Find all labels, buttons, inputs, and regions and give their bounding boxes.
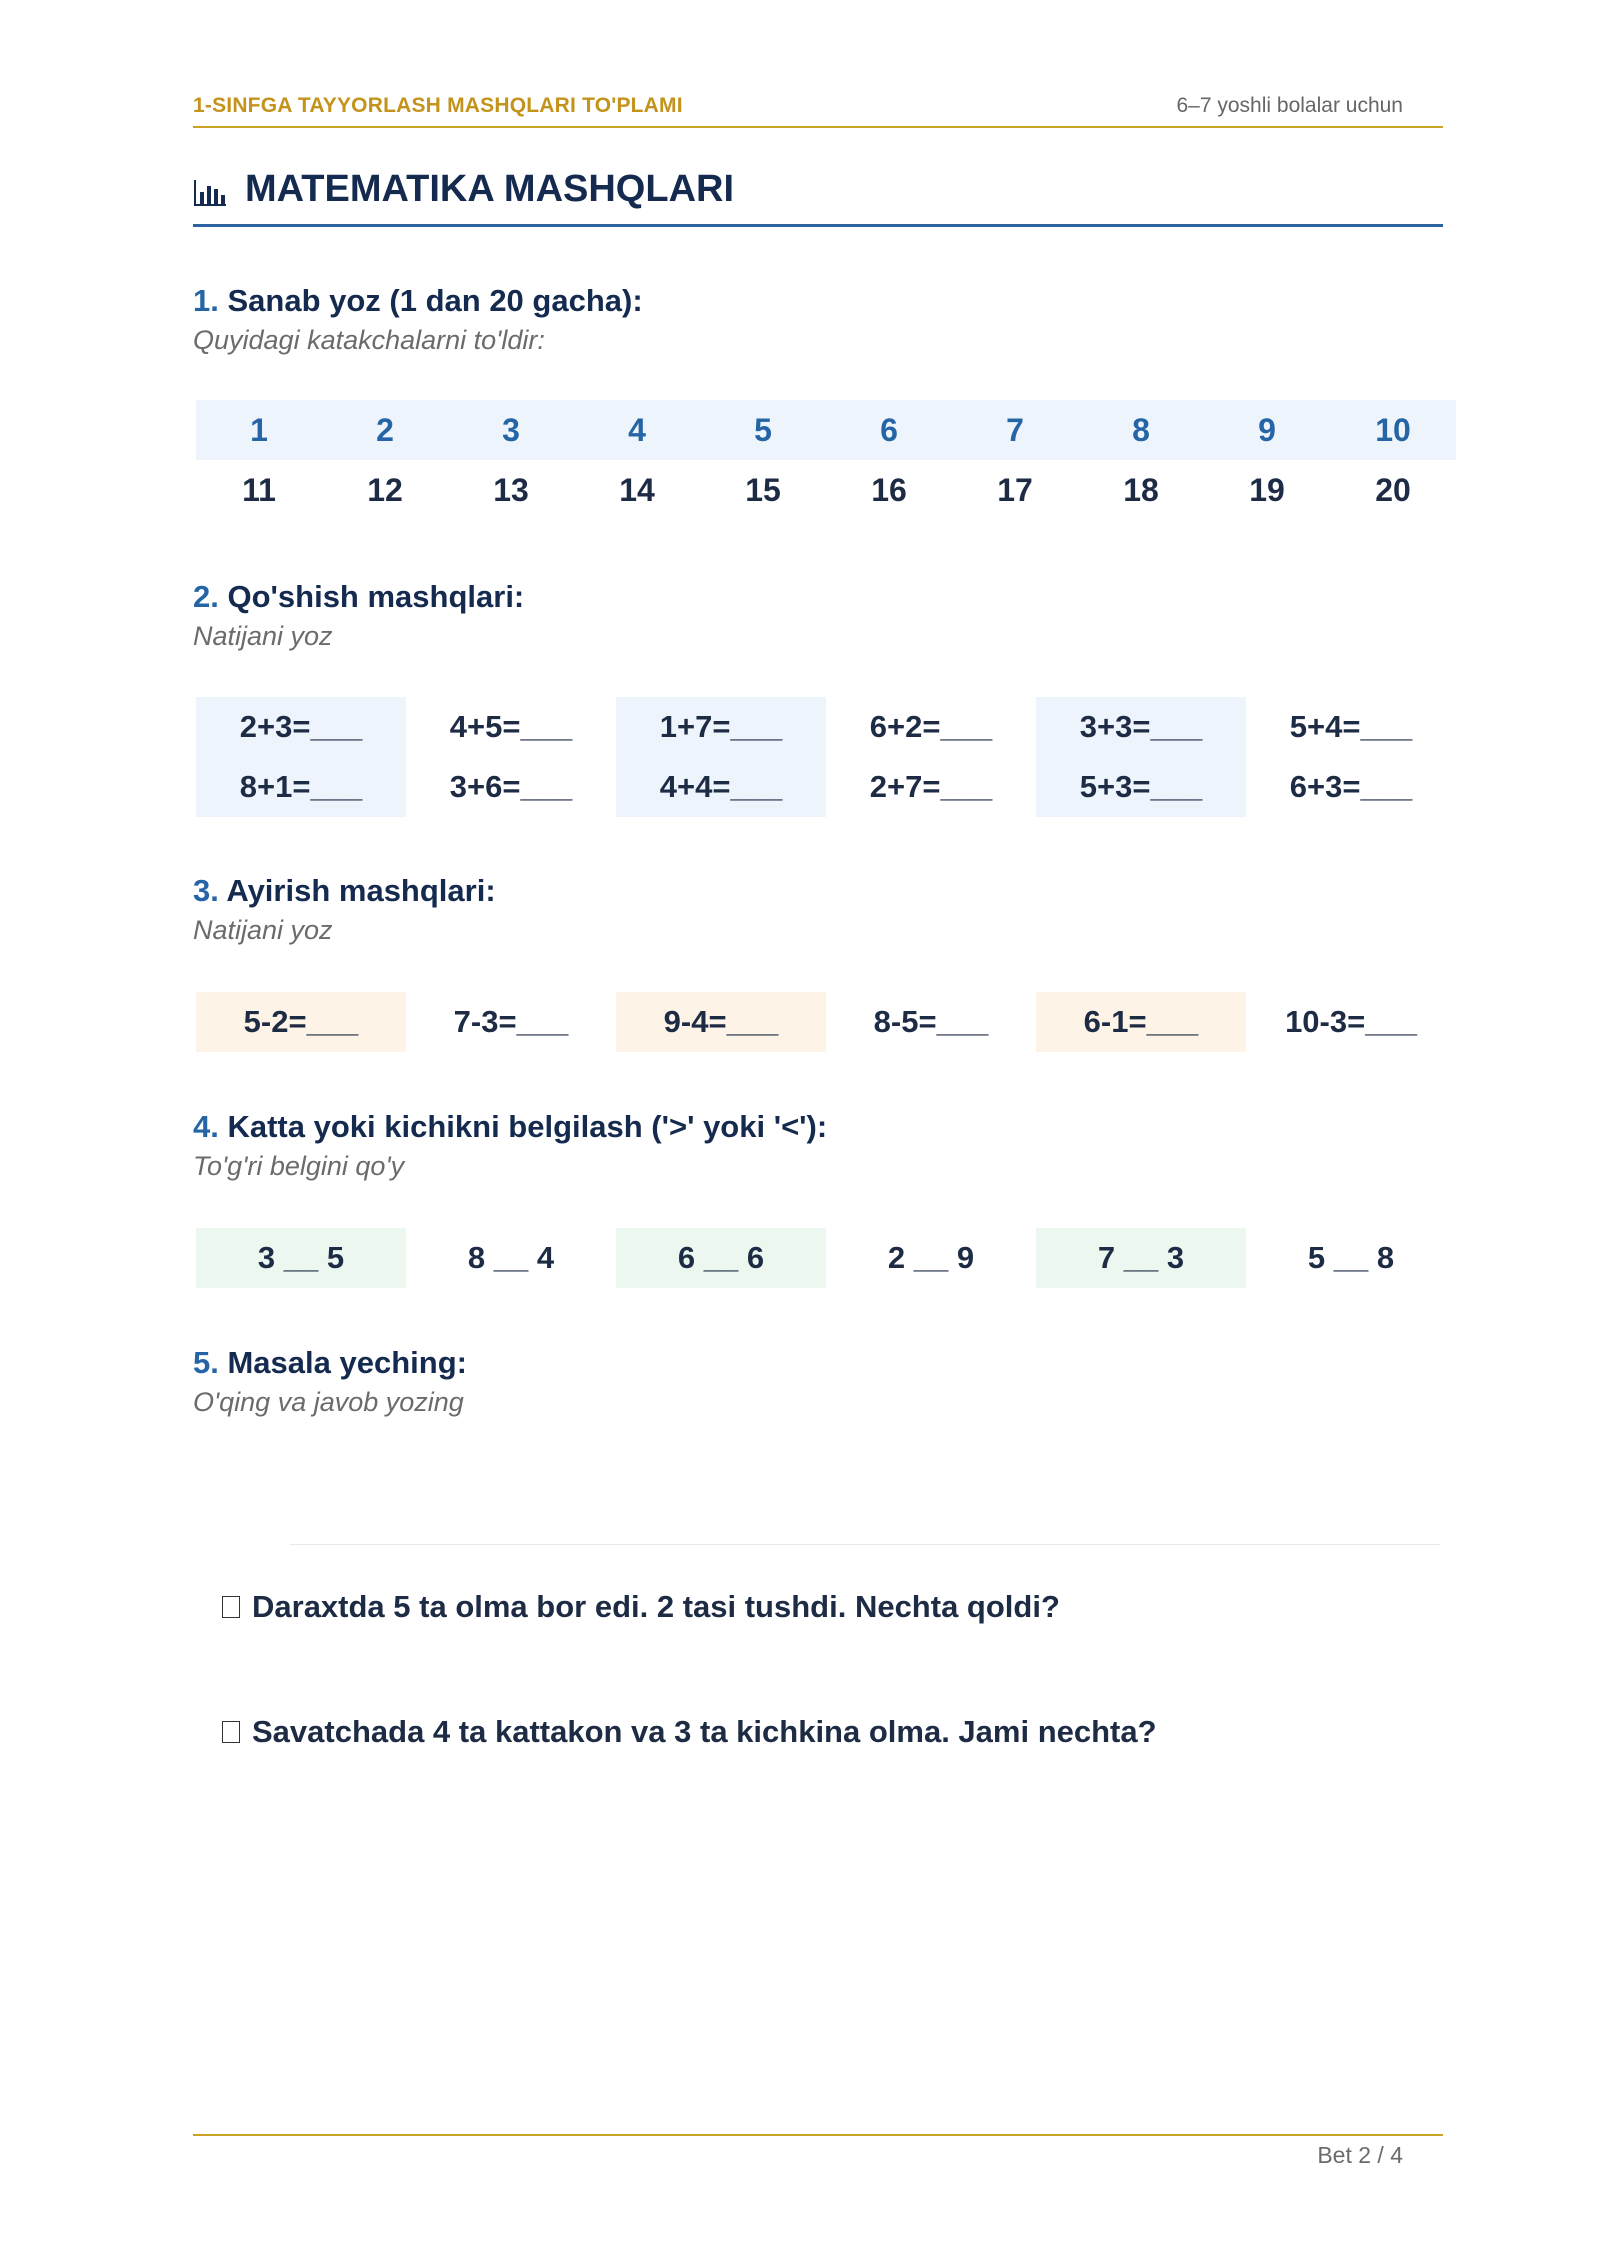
section-title: 5. Masala yeching: [193,1345,467,1380]
comparison-exercise: 2 __ 9 [887,1240,975,1275]
word-problem: Savatchada 4 ta kattakon va 3 ta kichkina olma. Jami nechta? [222,1714,1157,1750]
page-number: Bet 2 / 4 [1317,2142,1403,2168]
subtraction-exercise: 9-4=___ [663,1004,779,1039]
addition-exercise: 5+3=___ [1079,769,1203,804]
count-cell: 2 [376,412,394,448]
count-cell: 14 [619,472,655,508]
count-cell: 15 [745,472,781,508]
subtraction-column [1246,992,1456,1052]
addition-column [406,697,616,817]
subtraction-exercise: 6-1=___ [1083,1004,1199,1039]
addition-exercise: 4+4=___ [659,769,783,804]
count-cell: 17 [997,472,1033,508]
section-subtitle: Natijani yoz [193,621,333,651]
addition-exercise: 5+4=___ [1289,709,1413,744]
bar-chart-icon [193,178,227,208]
addition-grid [196,697,1456,817]
subtraction-column [196,992,406,1052]
count-cell: 9 [1258,412,1276,448]
addition-exercise: 6+3=___ [1289,769,1413,804]
addition-exercise: 2+3=___ [239,709,363,744]
count-cell: 20 [1375,472,1411,508]
count-cell: 11 [242,472,276,508]
comparison-grid [196,1228,1456,1288]
counting-row [196,460,1456,520]
count-cell: 6 [880,412,898,448]
comparison-exercise: 5 __ 8 [1307,1240,1395,1275]
count-cell: 8 [1132,412,1150,448]
section-subtitle: Natijani yoz [193,915,333,945]
count-cell: 3 [502,412,520,448]
word-problem: Daraxtda 5 ta olma bor edi. 2 tasi tushdi. Nechta qoldi? [222,1589,1060,1625]
addition-column [196,697,406,817]
comparison-column [1036,1228,1246,1288]
addition-column [1246,697,1456,817]
subtraction-column [826,992,1036,1052]
count-cell: 4 [628,412,646,448]
section-subtitle: Quyidagi katakchalarni to'ldir: [193,325,545,355]
count-cell: 12 [367,472,403,508]
addition-column [826,697,1036,817]
comparison-column [826,1228,1036,1288]
subtraction-exercise: 10-3=___ [1285,1004,1417,1039]
section-subtitle: O'qing va javob yozing [193,1387,464,1417]
section-comparison [193,1107,1453,1185]
section-word-problems [193,1343,1453,1421]
comparison-exercise: 6 __ 6 [677,1240,765,1275]
subtraction-grid [196,992,1456,1052]
count-cell: 10 [1375,412,1411,448]
count-cell: 19 [1249,472,1285,508]
comparison-column [616,1228,826,1288]
section-title: 1. Sanab yoz (1 dan 20 gacha): [193,283,643,318]
comparison-column [1246,1228,1456,1288]
addition-exercise: 3+6=___ [449,769,573,804]
count-cell: 5 [754,412,772,448]
subtraction-exercise: 5-2=___ [243,1004,359,1039]
page-title [193,168,1443,227]
subtraction-exercise: 7-3=___ [453,1004,569,1039]
subtraction-column [616,992,826,1052]
counting-row [196,400,1456,460]
count-cell: 16 [871,472,907,508]
checkbox-icon [222,1721,240,1743]
addition-column [1036,697,1246,817]
section-counting [193,281,1453,359]
comparison-column [196,1228,406,1288]
counting-grid [196,400,1456,520]
section-subtraction [193,871,1453,949]
comparison-exercise: 3 __ 5 [257,1240,345,1275]
section-title: 3. Ayirish mashqlari: [193,873,496,908]
addition-exercise: 8+1=___ [239,769,363,804]
addition-exercise: 6+2=___ [869,709,993,744]
addition-column [616,697,826,817]
count-cell: 7 [1006,412,1024,448]
divider [290,1544,1440,1545]
addition-exercise: 2+7=___ [869,769,993,804]
section-title: 4. Katta yoki kichikni belgilash ('>' yoki '<'): [193,1109,828,1144]
section-subtitle: To'g'ri belgini qo'y [193,1151,405,1181]
section-addition [193,577,1453,655]
subtraction-column [406,992,616,1052]
page-title-text: MATEMATIKA MASHQLARI [245,168,735,210]
addition-exercise: 3+3=___ [1079,709,1203,744]
page-footer [193,2134,1443,2168]
checkbox-icon [222,1596,240,1618]
header-age-note: 6–7 yoshli bolalar uchun [1176,94,1403,117]
page-header [193,94,1443,128]
section-title: 2. Qo'shish mashqlari: [193,579,525,614]
count-cell: 13 [493,472,529,508]
comparison-exercise: 8 __ 4 [467,1240,555,1275]
comparison-exercise: 7 __ 3 [1097,1240,1185,1275]
header-title: 1-SINFGA TAYYORLASH MASHQLARI TO'PLAMI [193,94,683,117]
count-cell: 18 [1123,472,1159,508]
count-cell: 1 [250,412,268,448]
comparison-column [406,1228,616,1288]
subtraction-column [1036,992,1246,1052]
subtraction-exercise: 8-5=___ [873,1004,989,1039]
addition-exercise: 1+7=___ [659,709,783,744]
addition-exercise: 4+5=___ [449,709,573,744]
